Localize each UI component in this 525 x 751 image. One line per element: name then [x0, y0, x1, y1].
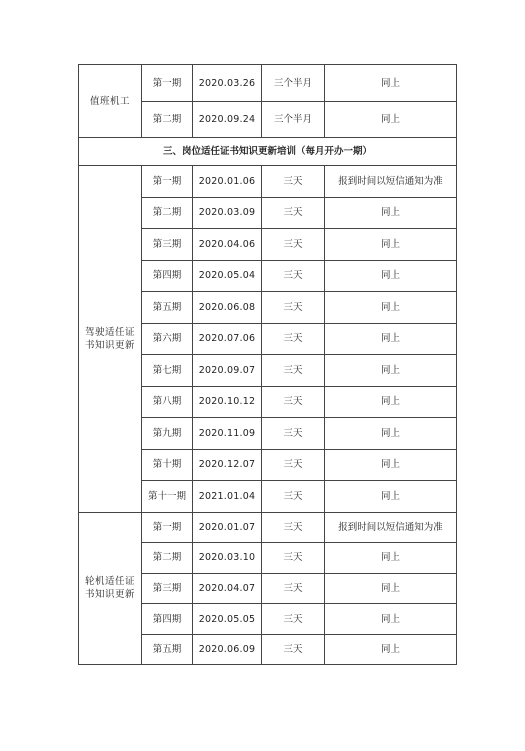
group-name-cell: 轮机适任证书知识更新 — [79, 512, 142, 665]
period-cell: 第六期 — [142, 323, 193, 355]
note-cell: 同上 — [325, 65, 457, 102]
note-cell: 同上 — [325, 418, 457, 450]
note-cell: 同上 — [325, 292, 457, 324]
duration-cell: 三天 — [262, 634, 325, 665]
note-cell: 同上 — [325, 543, 457, 574]
note-cell: 同上 — [325, 481, 457, 513]
period-cell: 第二期 — [142, 543, 193, 574]
section-header-row — [79, 138, 457, 166]
duration-cell: 三个半月 — [262, 102, 325, 138]
duration-cell: 三天 — [262, 355, 325, 387]
date-cell: 2020.07.06 — [193, 323, 262, 355]
period-cell: 第一期 — [142, 512, 193, 543]
duration-cell: 三天 — [262, 449, 325, 481]
period-cell: 第七期 — [142, 355, 193, 387]
date-cell: 2020.06.08 — [193, 292, 262, 324]
duration-cell: 三个半月 — [262, 65, 325, 102]
duration-cell: 三天 — [262, 386, 325, 418]
note-cell: 同上 — [325, 573, 457, 604]
date-cell: 2020.03.09 — [193, 197, 262, 229]
group-name-cell: 值班机工 — [79, 65, 142, 138]
date-cell: 2020.12.07 — [193, 449, 262, 481]
date-cell: 2020.05.05 — [193, 604, 262, 635]
period-cell: 第二期 — [142, 197, 193, 229]
date-cell: 2020.04.06 — [193, 229, 262, 261]
period-cell: 第二期 — [142, 102, 193, 138]
duration-cell: 三天 — [262, 323, 325, 355]
period-cell: 第三期 — [142, 229, 193, 261]
schedule-table — [78, 64, 457, 665]
note-cell: 报到时间以短信通知为准 — [325, 166, 457, 198]
period-cell: 第三期 — [142, 573, 193, 604]
note-cell: 同上 — [325, 323, 457, 355]
period-cell: 第一期 — [142, 166, 193, 198]
note-cell: 同上 — [325, 634, 457, 665]
date-cell: 2020.09.07 — [193, 355, 262, 387]
duration-cell: 三天 — [262, 260, 325, 292]
note-cell: 报到时间以短信通知为准 — [325, 512, 457, 543]
date-cell: 2020.04.07 — [193, 573, 262, 604]
note-cell: 同上 — [325, 260, 457, 292]
duration-cell: 三天 — [262, 481, 325, 513]
date-cell: 2020.10.12 — [193, 386, 262, 418]
note-cell: 同上 — [325, 229, 457, 261]
period-cell: 第八期 — [142, 386, 193, 418]
date-cell: 2020.09.24 — [193, 102, 262, 138]
duration-cell: 三天 — [262, 604, 325, 635]
duration-cell: 三天 — [262, 512, 325, 543]
table-row — [79, 166, 457, 198]
period-cell: 第一期 — [142, 65, 193, 102]
date-cell: 2020.03.10 — [193, 543, 262, 574]
table-row — [79, 65, 457, 102]
schedule-table-body — [79, 65, 457, 665]
period-cell: 第十期 — [142, 449, 193, 481]
duration-cell: 三天 — [262, 543, 325, 574]
date-cell: 2020.11.09 — [193, 418, 262, 450]
date-cell: 2020.03.26 — [193, 65, 262, 102]
date-cell: 2020.05.04 — [193, 260, 262, 292]
table-row — [79, 512, 457, 543]
period-cell: 第十一期 — [142, 481, 193, 513]
duration-cell: 三天 — [262, 166, 325, 198]
date-cell: 2020.06.09 — [193, 634, 262, 665]
group-name-cell: 驾驶适任证书知识更新 — [79, 166, 142, 513]
date-cell: 2021.01.04 — [193, 481, 262, 513]
note-cell: 同上 — [325, 197, 457, 229]
note-cell: 同上 — [325, 604, 457, 635]
period-cell: 第五期 — [142, 634, 193, 665]
duration-cell: 三天 — [262, 573, 325, 604]
note-cell: 同上 — [325, 449, 457, 481]
duration-cell: 三天 — [262, 418, 325, 450]
period-cell: 第五期 — [142, 292, 193, 324]
note-cell: 同上 — [325, 355, 457, 387]
note-cell: 同上 — [325, 386, 457, 418]
duration-cell: 三天 — [262, 197, 325, 229]
duration-cell: 三天 — [262, 229, 325, 261]
section-title: 三、岗位适任证书知识更新培训（每月开办一期） — [79, 138, 457, 166]
date-cell: 2020.01.06 — [193, 166, 262, 198]
note-cell: 同上 — [325, 102, 457, 138]
date-cell: 2020.01.07 — [193, 512, 262, 543]
period-cell: 第四期 — [142, 604, 193, 635]
period-cell: 第四期 — [142, 260, 193, 292]
duration-cell: 三天 — [262, 292, 325, 324]
period-cell: 第九期 — [142, 418, 193, 450]
